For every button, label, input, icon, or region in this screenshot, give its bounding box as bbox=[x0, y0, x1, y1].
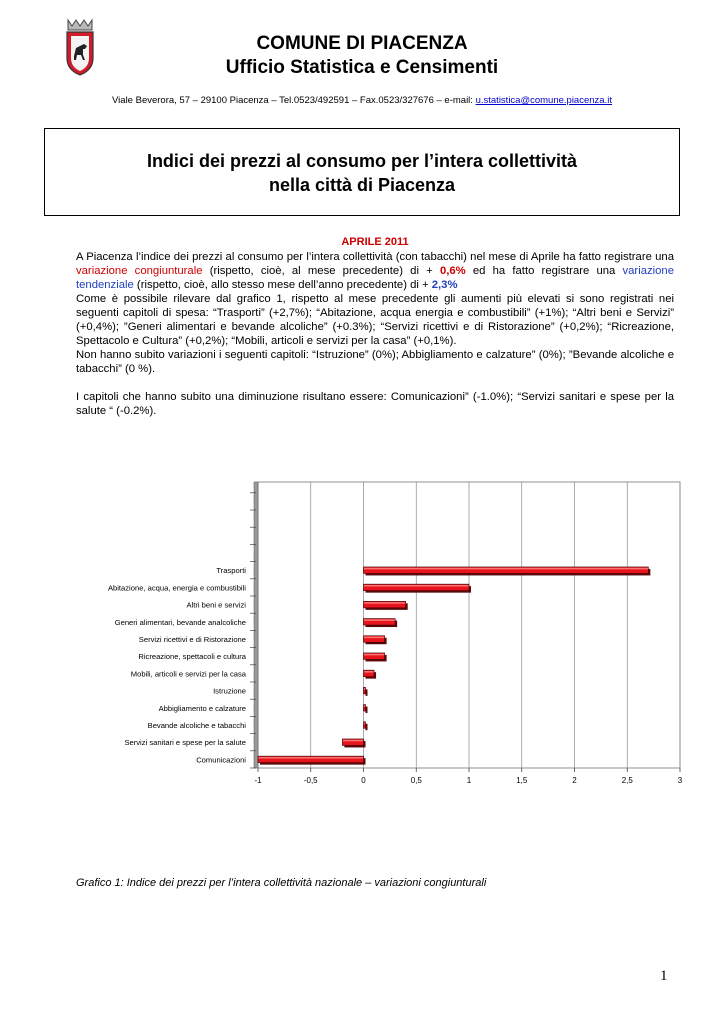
bar-highlight bbox=[364, 654, 384, 656]
bar-highlight bbox=[364, 705, 365, 707]
tendenziale-value: 2,3% bbox=[431, 279, 458, 291]
tendenziale-label: variazione tendenziale bbox=[76, 265, 674, 291]
y-category-label: Altri beni e servizi bbox=[186, 600, 246, 610]
bar-chart bbox=[76, 476, 696, 796]
paragraph-no-change: Non hanno subito variazioni i seguenti capitoli: “Istruzione” (0%); Abbigliamento e calzature” (0%); ”Bevande alcoliche e tabacchi” (0 %). bbox=[76, 349, 674, 375]
summary-text: ed ha fatto registrare una bbox=[465, 265, 623, 277]
email-link[interactable]: u.statistica@comune.piacenza.it bbox=[475, 95, 612, 106]
y-category-label: Bevande alcoliche e tabacchi bbox=[147, 721, 246, 730]
chart-caption: Grafico 1: Indice dei prezzi per l’intera collettività nazionale – variazioni congiunturali bbox=[76, 877, 487, 889]
document-title-line-2: nella città di Piacenza bbox=[268, 175, 456, 195]
address-text: Viale Beverora, 57 – 29100 Piacenza – Tel.0523/492591 – Fax.0523/327676 – e-mail: bbox=[112, 95, 476, 106]
summary-text: (rispetto, cioè, al mese precedente) di + bbox=[202, 265, 440, 277]
coat-of-arms-logo bbox=[64, 18, 96, 76]
office-subtitle: Ufficio Statistica e Censimenti bbox=[225, 57, 499, 78]
bar-highlight bbox=[364, 671, 374, 673]
x-tick-label: 1,5 bbox=[516, 776, 528, 785]
plot-side-wall bbox=[254, 482, 258, 768]
paragraph-summary bbox=[76, 250, 674, 292]
x-tick-label: 2,5 bbox=[621, 776, 633, 785]
bar-highlight bbox=[364, 602, 405, 604]
bar-highlight bbox=[364, 723, 365, 725]
y-category-label: Abbigliamento e calzature bbox=[158, 703, 246, 713]
x-tick-label: -0,5 bbox=[303, 776, 318, 785]
paragraph-increases: Come è possibile rilevare dal grafico 1, rispetto al mese precedente gli aumenti più elevati si sono registrati nei seguenti capitoli di spesa: “Trasporti” (+2,7%); “Abitazione, acqua energia e combustibili” (+1%); “Altri beni e Servizi” (+0,4%); ”Generi alimentari e bevande alcoliche” (+0.3%); “Servizi ricettivi e di Ristorazione” (+0,2%); “Ricreazione, Spettacolo e Cultura” (+0,2%); “Mobili, articoli e servizi per la casa” (+0,1%). bbox=[76, 293, 674, 347]
document-title-box bbox=[44, 128, 680, 216]
organization-title: COMUNE DI PIACENZA bbox=[256, 33, 468, 54]
bar-highlight bbox=[364, 688, 365, 690]
x-tick-label: -1 bbox=[254, 776, 262, 785]
document-title-line-1: Indici dei prezzi al consumo per l’intera collettività bbox=[146, 151, 578, 171]
bar-highlight bbox=[364, 568, 648, 570]
y-category-label: Istruzione bbox=[213, 686, 246, 696]
x-tick-label: 0 bbox=[361, 776, 366, 785]
x-tick-label: 1 bbox=[466, 776, 472, 785]
congiunturale-value: 0,6% bbox=[439, 265, 466, 277]
y-category-label: Ricreazione, spettacoli e cultura bbox=[138, 652, 246, 662]
bar-highlight bbox=[364, 619, 395, 621]
address-line bbox=[60, 95, 664, 106]
y-category-label: Comunicazioni bbox=[196, 755, 246, 765]
period-heading: APRILE 2011 bbox=[341, 236, 409, 248]
x-tick-label: 3 bbox=[677, 776, 683, 785]
bar-highlight bbox=[364, 637, 384, 639]
y-category-label: Generi alimentari, bevande analcoliche bbox=[114, 617, 246, 627]
y-category-label: Servizi sanitari e spese per la salute bbox=[124, 738, 246, 748]
page-number: 1 bbox=[660, 968, 668, 984]
y-category-label: Trasporti bbox=[216, 566, 246, 576]
y-category-label: Abitazione, acqua, energia e combustibili bbox=[107, 583, 246, 593]
paragraph-decreases: I capitoli che hanno subito una diminuzione risultano essere: Comunicazioni” (-1.0%); “Servizi sanitari e spese per la salute “ (-0.2%). bbox=[76, 391, 674, 417]
y-category-label: Mobili, articoli e servizi per la casa bbox=[130, 669, 246, 679]
bar-highlight bbox=[364, 585, 469, 587]
x-tick-label: 2 bbox=[572, 776, 577, 785]
x-tick-label: 0,5 bbox=[410, 776, 422, 785]
bar-highlight bbox=[259, 757, 364, 759]
summary-text: (rispetto, cioè, allo stesso mese dell’anno precedente) di + bbox=[133, 279, 432, 291]
y-category-label: Servizi ricettivi e di Ristorazione bbox=[138, 635, 246, 644]
bar-highlight bbox=[343, 740, 363, 742]
summary-text: A Piacenza l’indice dei prezzi al consumo per l’intera collettività (con tabacchi) nel mese di Aprile ha fatto registrare una bbox=[76, 251, 674, 263]
body-text bbox=[76, 250, 674, 418]
congiunturale-label: variazione congiunturale bbox=[76, 265, 203, 277]
